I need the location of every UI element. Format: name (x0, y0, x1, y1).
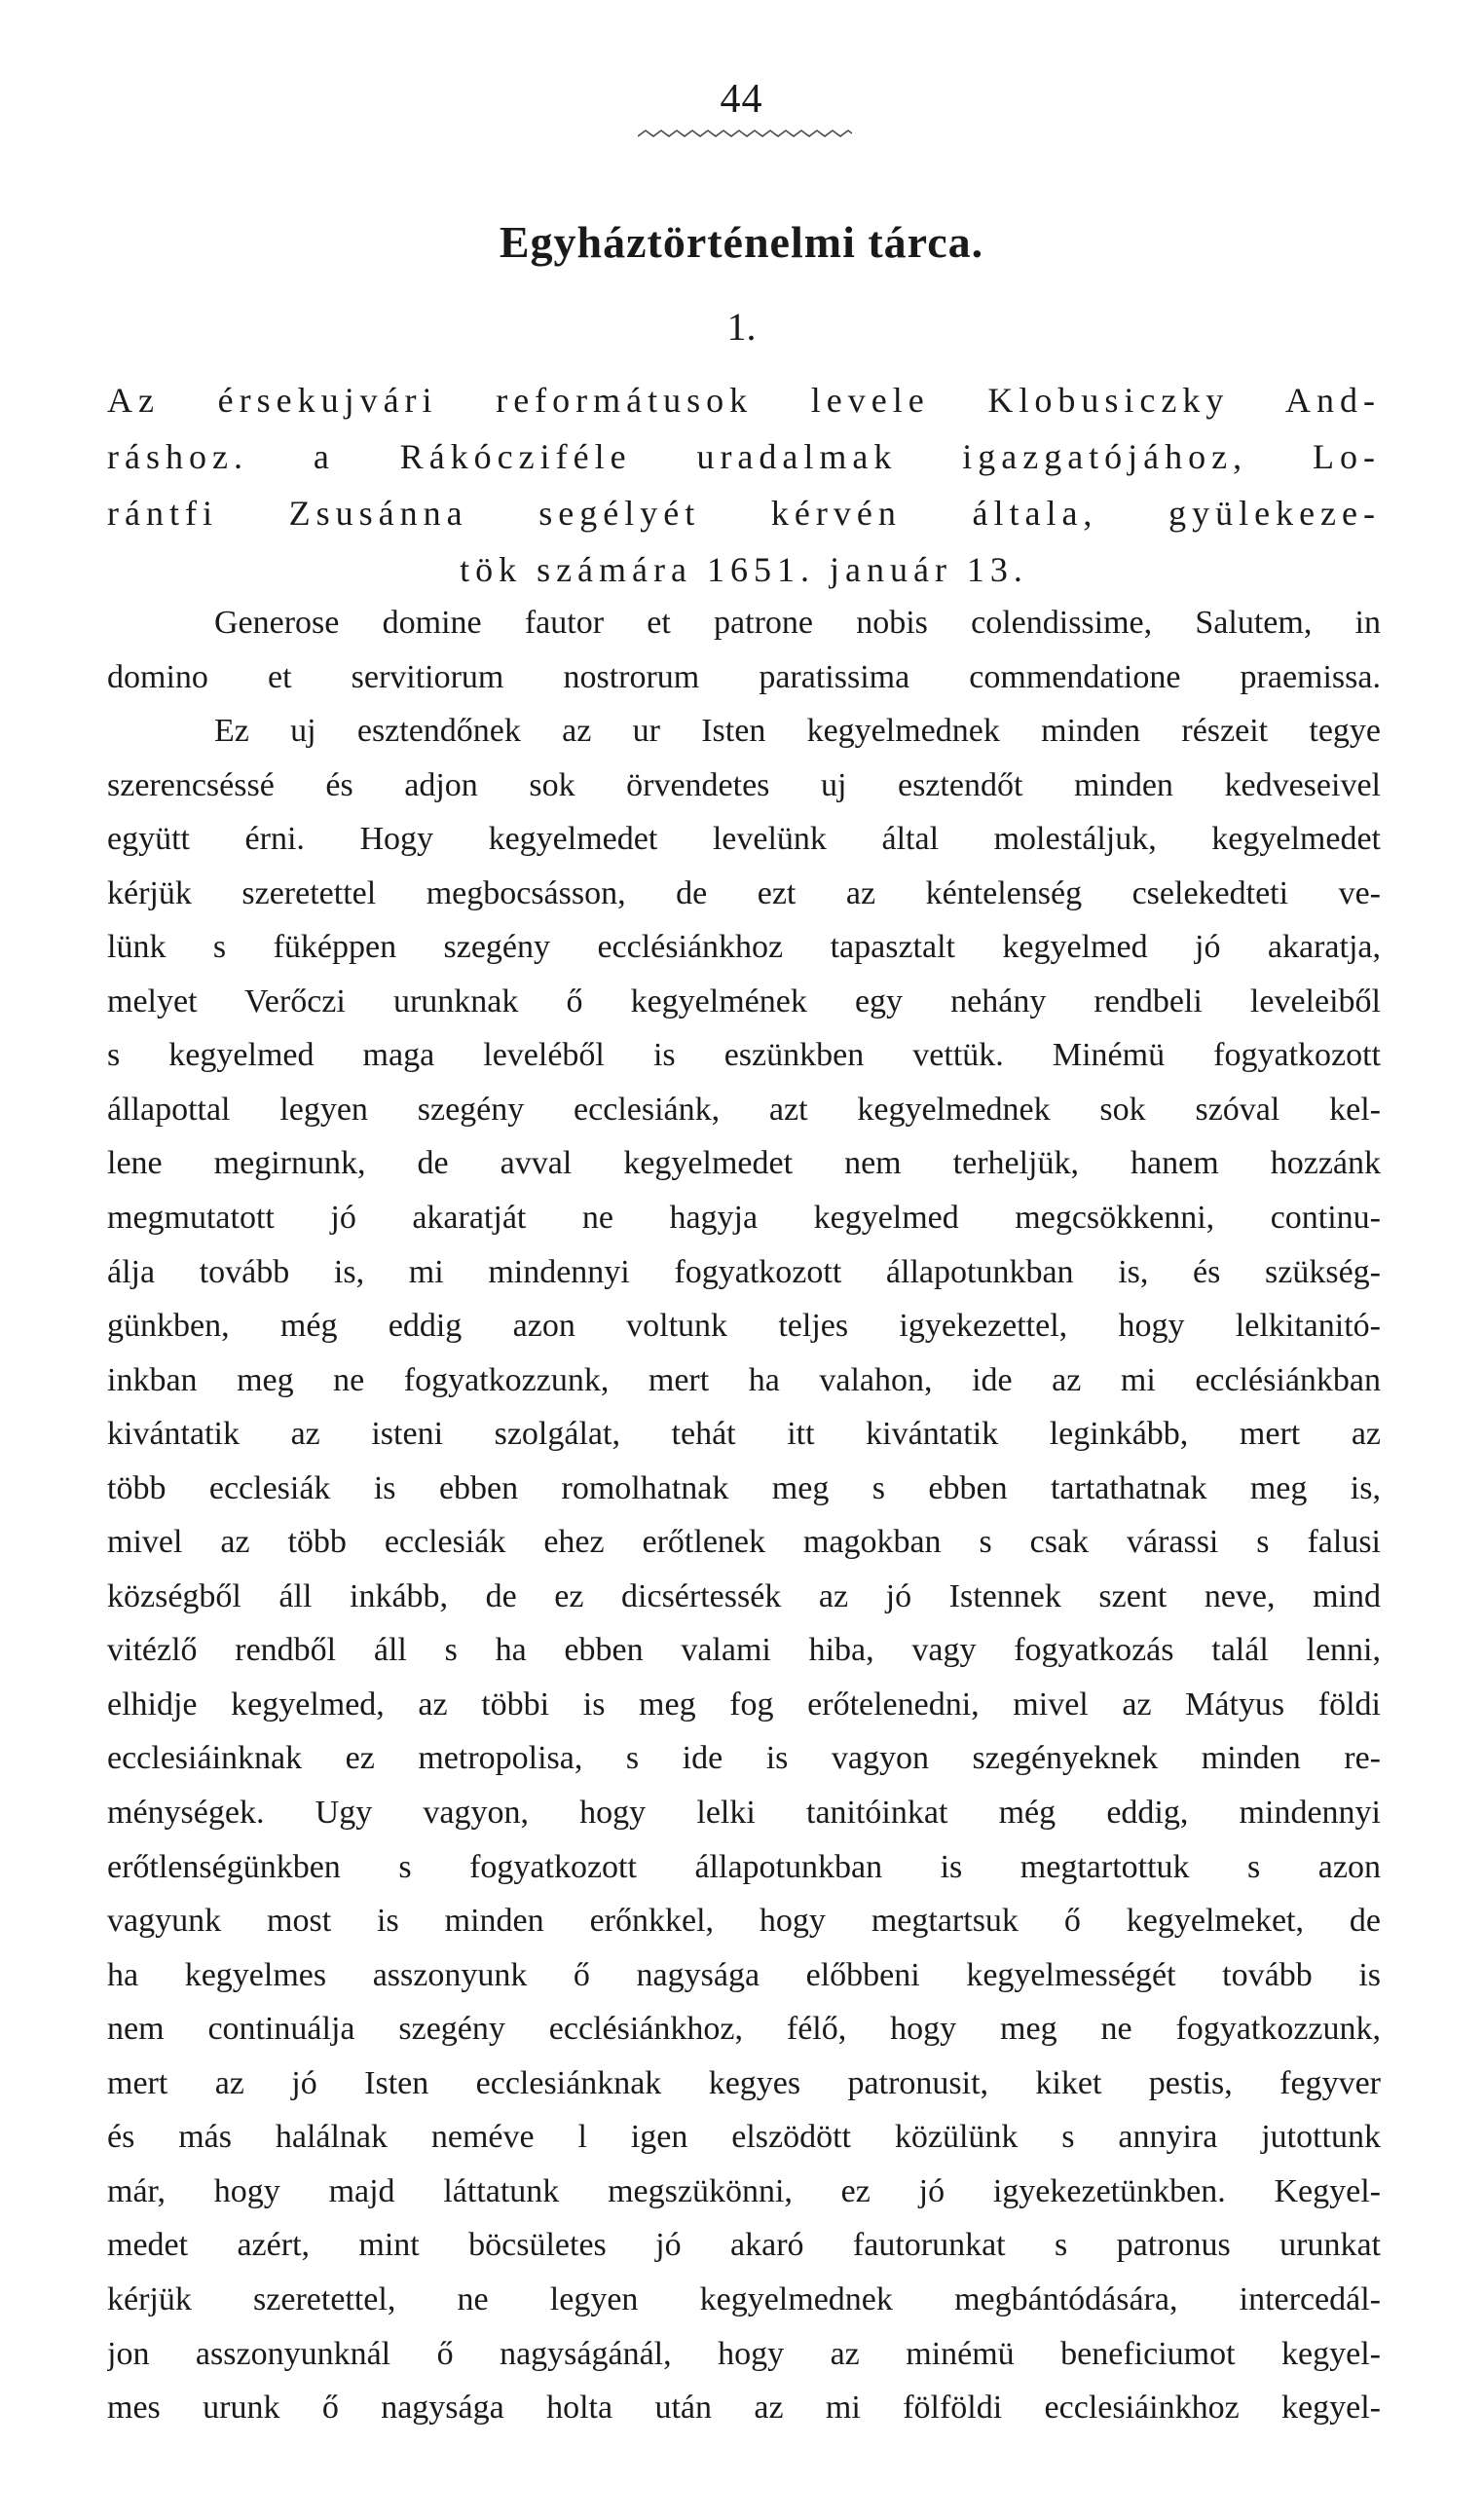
body-line: álja tovább is, mi mindennyi fogyatkozott állapotunkban is, és szükség- (107, 1253, 1381, 1290)
body-line: és más halálnak neméve l igen elszödött közülünk s annyira jutottunk (107, 2119, 1381, 2156)
body-line: mivel az több ecclesiák ehez erőtlenek magokban s csak várassi s falusi (107, 1524, 1381, 1561)
body-line: ménységek. Ugy vagyon, hogy lelki tanitóinkat még eddig, mindennyi (107, 1795, 1381, 1832)
body-line: elhidje kegyelmed, az többi is meg fog erőtelenedni, mivel az Mátyus földi (107, 1686, 1381, 1723)
body-line: ecclesiáinknak ez metropolisa, s ide is vagyon szegényeknek minden re- (107, 1740, 1381, 1777)
body-line: községből áll inkább, de ez dicsértessék az jó Istennek szent neve, mind (107, 1577, 1381, 1614)
body-line: vagyunk most is minden erőnkkel, hogy megtartsuk ő kegyelmeket, de (107, 1903, 1381, 1940)
ornament-divider (638, 125, 852, 144)
body-line: kérjük szeretettel megbocsásson, de ezt az kéntelenség cselekedteti ve- (107, 874, 1381, 911)
body-line: kivántatik az isteni szolgálat, tehát itt kivántatik leginkább, mert az (107, 1416, 1381, 1453)
body-line: ha kegyelmes asszonyunk ő nagysága előbbeni kegyelmességét tovább is (107, 1956, 1381, 1993)
body-line: együtt érni. Hogy kegyelmedet levelünk által molestáljuk, kegyelmedet (107, 821, 1381, 858)
body-line: lene megirnunk, de avval kegyelmedet nem terheljük, hanem hozzánk (107, 1145, 1381, 1182)
body-line: mes urunk ő nagysága holta után az mi fölföldi ecclesiáinkhoz kegyel- (107, 2390, 1381, 2427)
body-line: megmutatott jó akaratját ne hagyja kegyelmed megcsökkenni, continu- (107, 1200, 1381, 1237)
body-line: s kegyelmed maga leveléből is eszünkben vettük. Minémü fogyatkozott (107, 1037, 1381, 1074)
heading-line: Az érsekujvári reformátusok levele Klobusiczky And- (107, 381, 1381, 420)
body-line: Ez uj esztendőnek az ur Isten kegyelmednek minden részeit tegye (214, 713, 1381, 750)
heading-line: rántfi Zsusánna segélyét kérvén általa, gyülekeze- (107, 494, 1381, 533)
page-title: Egyháztörténelmi tárca. (499, 217, 984, 267)
body-line: günkben, még eddig azon voltunk teljes igyekezettel, hogy lelkitanitó- (107, 1308, 1381, 1345)
heading-line: tök számára 1651. január 13. (460, 550, 1028, 589)
letter-body (107, 596, 1381, 2435)
body-line: domino et servitiorum nostrorum paratissima commendatione praemissa. (107, 658, 1381, 695)
body-line: Generose domine fautor et patrone nobis colendissime, Salutem, in (214, 605, 1381, 641)
body-line: erőtlenségünkben s fogyatkozott állapotunkban is megtartottuk s azon (107, 1848, 1381, 1885)
body-line: több ecclesiák is ebben romolhatnak meg s ebben tartathatnak meg is, (107, 1469, 1381, 1506)
body-line: állapottal legyen szegény ecclesiánk, azt kegyelmednek sok szóval kel- (107, 1091, 1381, 1128)
body-line: jon asszonyunknál ő nagyságánál, hogy az minémü beneficiumot kegyel- (107, 2335, 1381, 2372)
body-line: vitézlő rendből áll s ha ebben valami hiba, vagy fogyatkozás talál lenni, (107, 1632, 1381, 1669)
body-line: mert az jó Isten ecclesiánknak kegyes patronusit, kiket pestis, fegyver (107, 2064, 1381, 2101)
body-line: lünk s füképpen szegény ecclésiánkhoz tapasztalt kegyelmed jó akaratja, (107, 929, 1381, 966)
letter-heading (107, 372, 1381, 598)
body-line: inkban meg ne fogyatkozzunk, mert ha valahon, ide az mi ecclésiánkban (107, 1361, 1381, 1398)
body-line: szerencséssé és adjon sok örvendetes uj esztendőt minden kedveseivel (107, 766, 1381, 803)
body-line: medet azért, mint böcsületes jó akaró fautorunkat s patronus urunkat (107, 2227, 1381, 2264)
heading-line: ráshoz. a Rákócziféle uradalmak igazgatójához, Lo- (107, 437, 1381, 476)
body-line: nem continuálja szegény ecclésiánkhoz, félő, hogy meg ne fogyatkozzunk, (107, 2011, 1381, 2048)
section-number: 1. (726, 305, 757, 349)
page-number: 44 (720, 77, 763, 122)
body-line: kérjük szeretettel, ne legyen kegyelmednek megbántódására, intercedál- (107, 2280, 1381, 2317)
body-line: már, hogy majd láttatunk megszükönni, ez jó igyekezetünkben. Kegyel- (107, 2172, 1381, 2209)
body-line: melyet Verőczi urunknak ő kegyelmének egy nehány rendbeli leveleiből (107, 982, 1381, 1019)
